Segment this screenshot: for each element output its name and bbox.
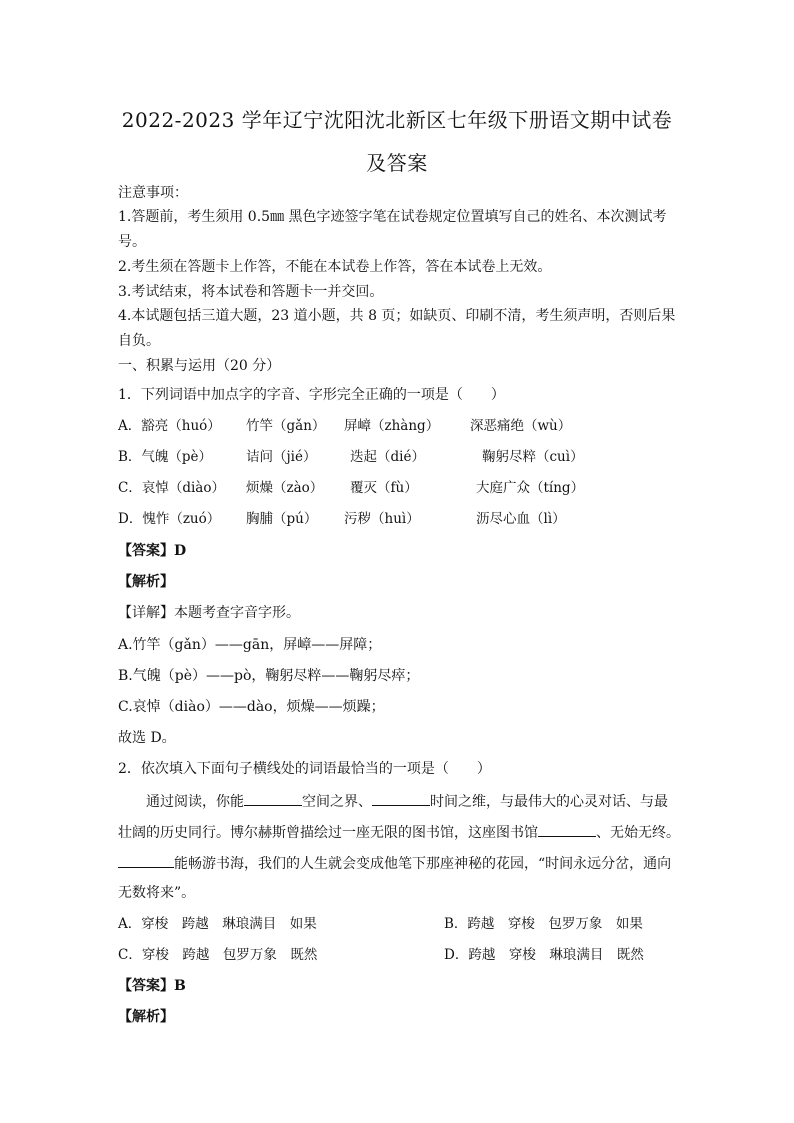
q2-passage-text: 时间之维，与最伟大的心灵对话、与最 (430, 794, 668, 810)
q1-detail-c: C.哀悼（diào）——dào，烦燥——烦躁； (118, 699, 385, 715)
q1-option-b-word-1: B．气魄（pè） (118, 449, 213, 465)
q1-option-d-word-2: 胸脯（pú） (246, 511, 318, 527)
q2-passage-line-1 (146, 791, 668, 811)
q2-option-a: A．穿梭 跨越 琳琅满目 如果 (118, 916, 317, 932)
fill-blank-3 (538, 822, 596, 837)
note-2: 2.考生须在答题卡上作答，不能在本试卷上作答，答在本试卷上无效。 (118, 259, 552, 275)
fill-blank-4 (118, 853, 174, 868)
document-title: 2022-2023 学年辽宁沈阳沈北新区七年级下册语文期中试卷 (121, 108, 673, 132)
q1-option-c-word-4: 大庭广众（tíng） (476, 480, 585, 496)
note-1-continued: 号。 (118, 234, 146, 250)
q2-passage-text: 能畅游书海，我们的人生就会变成他笔下那座神秘的花园，“时间永远分岔，通向 (174, 856, 672, 872)
question-2-stem: 2．依次填入下面句子横线处的词语最恰当的一项是（ ） (118, 761, 491, 777)
q1-option-b-word-3: 迭起（dié） (350, 449, 425, 465)
fill-blank-2 (372, 791, 430, 806)
q2-passage-line-4: 无数将来”。 (118, 885, 196, 901)
q2-option-d: D．跨越 穿梭 琳琅满目 既然 (444, 947, 644, 963)
question-1-stem: 1．下列词语中加点字的字音、字形完全正确的一项是（ ） (118, 387, 505, 403)
q1-detail-a: A.竹竿（gǎn）——gān，屏嶂——屏障； (118, 637, 382, 653)
q1-option-a-word-2: 竹竿（gǎn） (246, 418, 326, 434)
q1-option-c-word-3: 覆灭（fù） (350, 480, 418, 496)
q1-answer: 【答案】D (118, 543, 187, 559)
q1-option-b-word-2: 诘问（jié） (246, 449, 317, 465)
q1-detail-intro: 【详解】本题考查字音字形。 (118, 605, 300, 621)
note-3: 3.考试结束，将本试卷和答题卡一并交回。 (118, 284, 384, 300)
q1-analysis-heading: 【解析】 (118, 574, 174, 590)
q2-option-b: B．跨越 穿梭 包罗万象 如果 (444, 916, 643, 932)
fill-blank-1 (244, 791, 302, 806)
q1-option-b-word-4: 鞠躬尽粹（cuì） (482, 449, 584, 465)
q2-passage-line-2 (118, 822, 680, 842)
q1-conclusion: 故选 D。 (118, 730, 176, 746)
q1-option-c-word-1: C．哀悼（diào） (118, 480, 225, 496)
document-title-continued: 及答案 (366, 151, 428, 175)
q2-passage-text: 壮阔的历史同行。博尔赫斯曾描绘过一座无限的图书馆，这座图书馆 (118, 825, 538, 841)
q1-option-d-word-3: 污秽（huì） (344, 511, 420, 527)
q1-option-c-word-2: 烦燥（zào） (246, 480, 324, 496)
notes-heading: 注意事项： (118, 185, 188, 201)
q2-answer: 【答案】B (118, 978, 186, 994)
note-4-continued: 自负。 (118, 333, 160, 349)
q2-option-c: C．穿梭 跨越 包罗万象 既然 (118, 947, 318, 963)
q1-option-a-word-3: 屏嶂（zhàng） (344, 418, 440, 434)
note-4: 4.本试题包括三道大题，23 道小题，共 8 页；如缺页、印刷不清，考生须声明，否则后果 (118, 308, 676, 324)
q1-detail-b: B.气魄（pè）——pò，鞠躬尽粹——鞠躬尽瘁； (118, 668, 420, 684)
q2-passage-text: 通过阅读，你能 (146, 794, 244, 810)
q2-analysis-heading: 【解析】 (118, 1009, 174, 1025)
q2-passage-line-3 (118, 853, 671, 873)
q2-passage-text: 、无始无终。 (596, 825, 680, 841)
note-1: 1.答题前，考生须用 0.5㎜ 黑色字迹签字笔在试卷规定位置填写自己的姓名、本次测试考 (118, 209, 667, 225)
q1-option-a-word-4: 深恶痛绝（wù） (470, 418, 572, 434)
q1-option-d-word-1: D．愧怍（zuó） (118, 511, 221, 527)
q2-passage-text: 空间之界、 (302, 794, 372, 810)
q1-option-d-word-4: 沥尽心血（lì） (476, 511, 566, 527)
section-heading: 一、积累与运用（20 分） (118, 358, 281, 374)
q1-option-a-word-1: A．豁亮（huó） (118, 418, 221, 434)
